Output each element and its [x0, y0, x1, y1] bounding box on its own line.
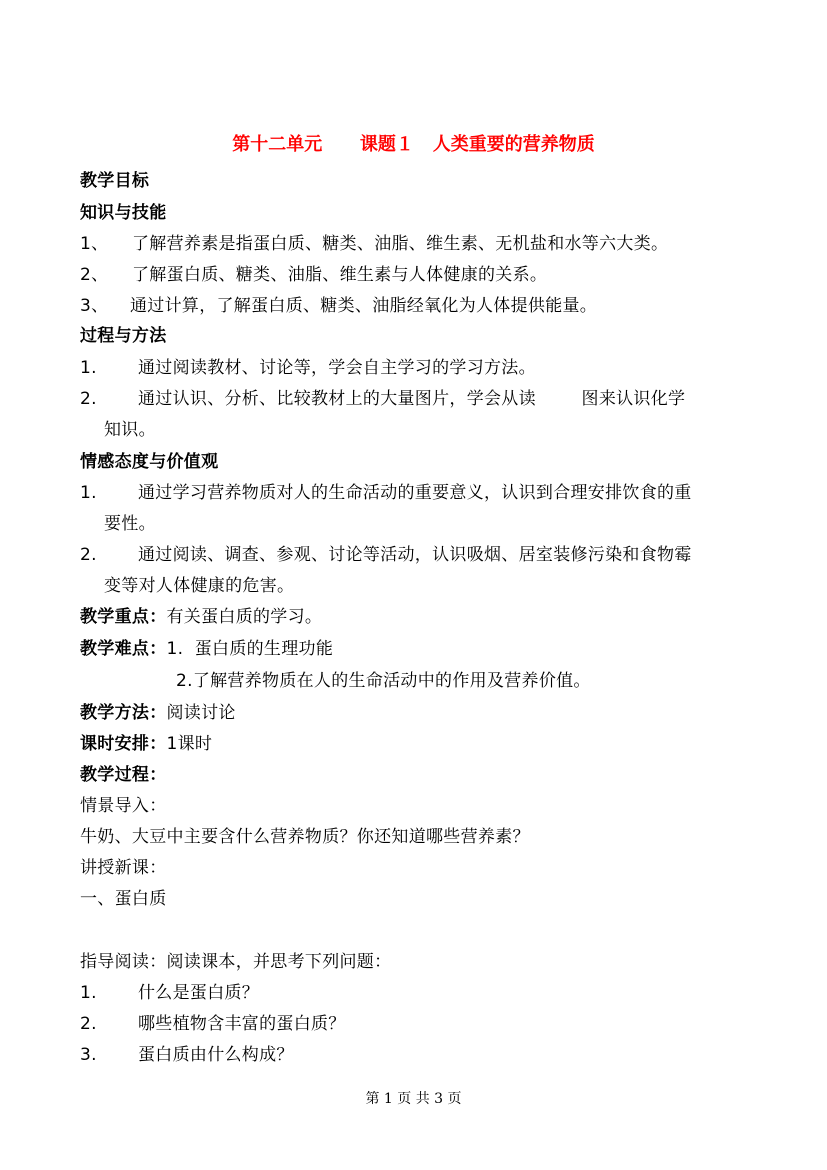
item-text: 通过阅读教材、讨论等，学会自主学习的学习方法。	[138, 358, 536, 378]
method-label: 教学方法：	[80, 703, 167, 723]
key-point-row	[80, 606, 322, 628]
teaching-goals-heading: 教学目标	[80, 171, 150, 191]
item-text: 通过计算，了解蛋白质、糖类、油脂经氧化为人体提供能量。	[130, 296, 598, 316]
item-number: 2.	[80, 1014, 97, 1034]
process-item-continuation: 知识。	[104, 420, 156, 440]
emotion-item	[80, 482, 692, 504]
hours-text: 1课时	[166, 734, 213, 754]
item-text: 哪些植物含丰富的蛋白质？	[138, 1014, 346, 1034]
item-text: 通过学习营养物质对人的生命活动的重要意义，认识到合理安排饮食的重	[138, 483, 692, 503]
page-footer: 第 1 页 共 3 页	[365, 1091, 462, 1107]
teaching-process-heading: 教学过程：	[80, 765, 167, 785]
process-item	[80, 388, 685, 410]
emotion-item-continuation: 要性。	[104, 514, 156, 534]
item-text: 蛋白质由什么构成？	[138, 1045, 294, 1065]
knowledge-skills-heading: 知识与技能	[80, 203, 167, 223]
method-text: 阅读讨论	[166, 703, 236, 723]
question-item	[80, 1044, 294, 1066]
item-text: 了解营养素是指蛋白质、糖类、油脂、维生素、无机盐和水等六大类。	[132, 234, 669, 254]
item-text: 了解蛋白质、糖类、油脂、维生素与人体健康的关系。	[132, 265, 548, 285]
item-text: 通过阅读、调查、参观、讨论等活动，认识吸烟、居室装修污染和食物霉	[138, 545, 692, 565]
emotion-item-continuation: 变等对人体健康的危害。	[104, 576, 295, 596]
item-number: 3、	[80, 296, 109, 316]
method-row	[80, 702, 236, 724]
intro-question: 牛奶、大豆中主要含什么营养物质？你还知道哪些营养素？	[80, 827, 530, 847]
item-number: 2.	[80, 545, 97, 565]
item-number: 1.	[80, 983, 97, 1003]
knowledge-item	[80, 233, 668, 255]
item-number: 2、	[80, 265, 109, 285]
difficulty-text: 1. 蛋白质的生理功能	[166, 639, 334, 659]
process-methods-heading: 过程与方法	[80, 326, 167, 346]
emotion-values-heading: 情感态度与价值观	[80, 452, 219, 472]
question-item	[80, 982, 259, 1004]
key-point-label: 教学重点：	[80, 607, 167, 627]
guide-text: 指导阅读：阅读课本，并思考下列问题：	[80, 952, 392, 972]
item-number: 2.	[80, 389, 97, 409]
page-title: 第十二单元 课题１ 人类重要的营养物质	[232, 134, 595, 155]
section-heading: 一、蛋白质	[80, 889, 167, 909]
process-item	[80, 357, 536, 379]
intro-label: 情景导入：	[80, 796, 167, 816]
item-number: 1.	[80, 483, 97, 503]
knowledge-item	[80, 264, 547, 286]
key-point-text: 有关蛋白质的学习。	[166, 607, 323, 627]
item-number: 3.	[80, 1045, 97, 1065]
item-text: 通过认识、分析、比较教材上的大量图片，学会从读 图来认识化学	[138, 389, 686, 409]
knowledge-item	[80, 295, 597, 317]
hours-row	[80, 733, 212, 755]
difficulty-text-2: 2.了解营养物质在人的生命活动中的作用及营养价值。	[176, 671, 591, 691]
difficulty-row	[80, 638, 333, 660]
hours-label: 课时安排：	[80, 734, 167, 754]
new-lesson-label: 讲授新课：	[80, 858, 167, 878]
item-text: 什么是蛋白质？	[138, 983, 260, 1003]
question-item	[80, 1013, 346, 1035]
difficulty-label: 教学难点：	[80, 639, 167, 659]
item-number: 1、	[80, 234, 109, 254]
item-number: 1.	[80, 358, 97, 378]
emotion-item	[80, 544, 692, 566]
